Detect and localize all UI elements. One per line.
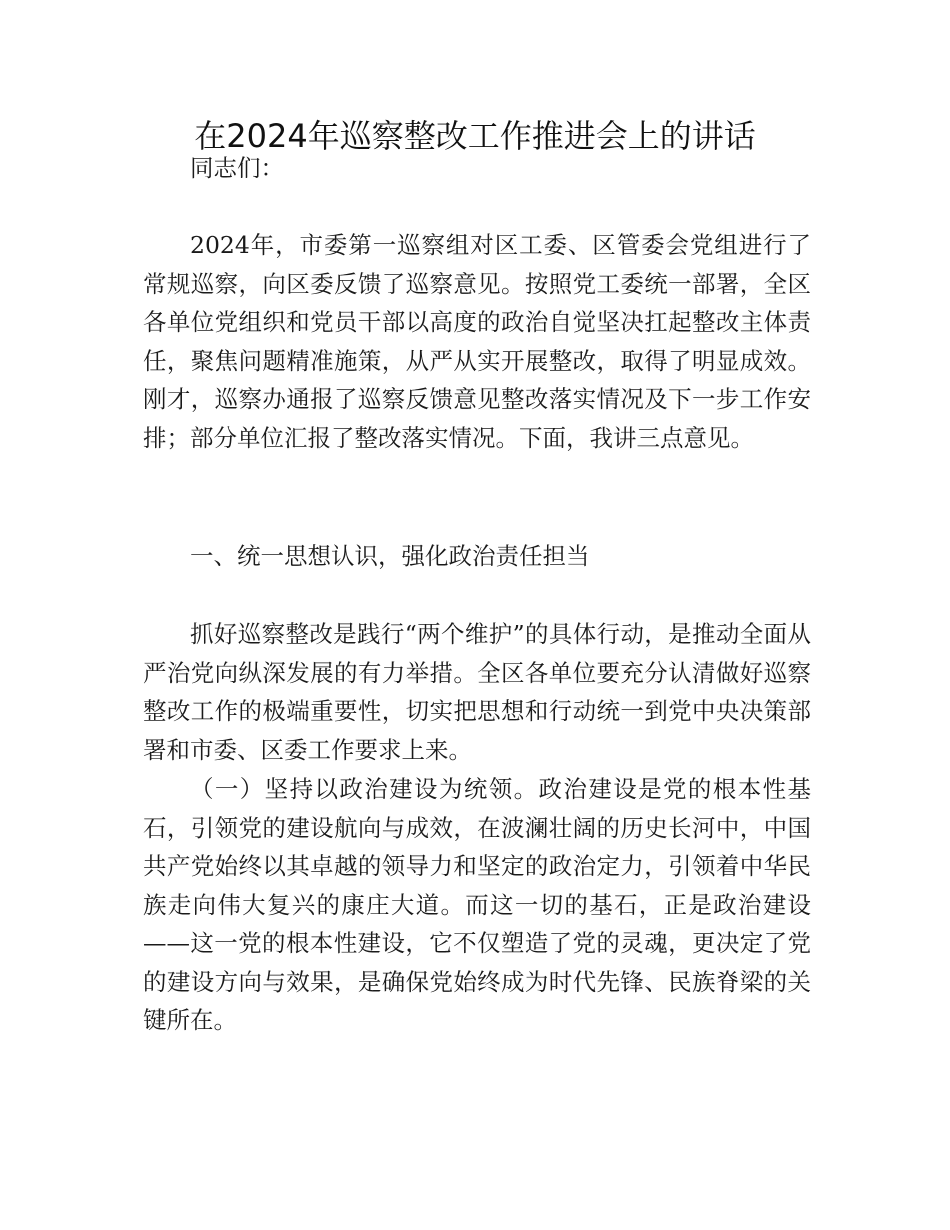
intro-paragraph: 2024年，市委第一巡察组对区工委、区管委会党组进行了常规巡察，向区委反馈了巡察意见。按照党工委统一部署，全区各单位党组织和党员干部以高度的政治自觉坚决扛起整改主体责任，聚焦问题精准施策，从严从实开展整改，取得了明显成效。刚才，巡察办通报了巡察反馈意见整改落实情况及下一步工作安排；部分单位汇报了整改落实情况。下面，我讲三点意见。 xyxy=(143,231,811,452)
section-heading-1: 一、统一思想认识，强化政治责任担当 xyxy=(190,542,590,570)
greeting: 同志们： xyxy=(190,154,284,182)
subsection-1-paragraph: （一）坚持以政治建设为统领。政治建设是党的根本性基石，引领党的建设航向与成效，在波澜壮阔的历史长河中，中国共产党始终以其卓越的领导力和坚定的政治定力，引领着中华民族走向伟大复兴的康庄大道。而这一切的基石，正是政治建设——这一党的根本性建设，它不仅塑造了党的灵魂，更决定了党的建设方向与效果，是确保党始终成为时代先锋、民族脊梁的关键所在。 xyxy=(143,775,811,1034)
document-title: 在2024年巡察整改工作推进会上的讲话 xyxy=(194,117,756,155)
section-1-paragraph: 抓好巡察整改是践行“两个维护”的具体行动，是推动全面从严治党向纵深发展的有力举措。全区各单位要充分认清做好巡察整改工作的极端重要性，切实把思想和行动统一到党中央决策部署和市委、区委工作要求上来。 xyxy=(143,620,811,764)
